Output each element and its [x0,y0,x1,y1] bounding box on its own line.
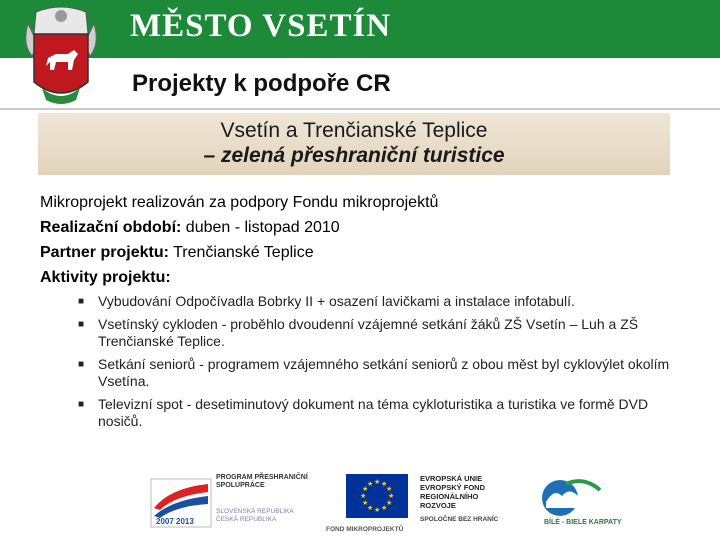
city-crest-icon [22,4,100,112]
svg-text:★: ★ [388,492,395,500]
period-line [40,215,680,240]
bullet-square-icon: ■ [78,319,85,330]
project-details [40,190,680,290]
program-countries: SLOVENSKÁ REPUBLIKA ČESKÁ REPUBLIKA [216,508,294,523]
svg-text:★: ★ [374,506,381,514]
svg-text:★: ★ [360,492,367,500]
eu-flag-icon [346,474,408,518]
svg-text:★: ★ [367,504,374,512]
list-item: ■ Vsetínský cykloden - proběhlo dvoudenní vzájemné setkání žáků ZŠ Vsetín – Luh a ZŠ Trenčianské Teplice. [78,316,639,349]
partner-line [40,240,680,265]
bullet-square-icon: ■ [78,399,85,410]
banner-line-2: – zelená přeshraniční turistice [203,144,505,167]
svg-text:★: ★ [381,480,388,488]
banner-line-1: Vsetín a Trenčianské Teplice [220,119,488,142]
list-item: ■ Vybudování Odpočívadla Bobrky II + osazení lavičkami a instalace infotabulí. [78,293,575,309]
svg-text:★: ★ [386,499,393,507]
white-carpathians-logo [540,474,622,530]
cross-border-program-logo [150,472,310,526]
eu-motto: SPOLOČNE BEZ HRANÍC [420,516,499,523]
period-value: duben - listopad 2010 [181,219,340,236]
activities-heading: Aktivity projektu: [40,269,171,286]
carpathians-text: BÍLÉ - BIELE KARPATY [544,519,622,526]
sponsor-logos [0,466,720,540]
list-item: ■ Setkání seniorů - programem vzájemného setkání seniorů z obou měst byl cyklovýlet okolím Vsetína. [78,356,670,389]
program-text: PROGRAM PŘESHRANIČNÍ SPOLUPRÁCE [216,474,308,489]
program-emblem-icon [150,478,212,528]
bullet-square-icon: ■ [78,359,85,370]
funding-line: Mikroprojekt realizován za podpory Fondu mikroprojektů [40,194,439,211]
list-item: ■ Televizní spot - desetiminutový dokument na téma cykloturistika a turistika ve formě DVD nosičů. [78,396,649,429]
fund-caption: FOND MIKROPROJEKTŮ [326,526,404,533]
svg-text:★: ★ [381,504,388,512]
period-label: Realizační období: [40,219,182,236]
partner-value: Trenčianské Teplice [168,244,314,261]
divider [0,108,720,110]
partner-label: Partner projektu: [40,244,169,261]
svg-text:★: ★ [362,499,369,507]
svg-text:★: ★ [362,485,369,493]
svg-text:★: ★ [386,485,393,493]
page-subtitle: Projekty k podpoře CR [132,70,391,97]
project-banner [38,113,670,175]
bullet-square-icon: ■ [78,296,85,307]
program-years: 2007 2013 [156,517,194,526]
eu-fund-logo [326,472,506,534]
svg-text:★: ★ [367,480,374,488]
svg-text:★: ★ [374,478,381,486]
city-title: MĚSTO VSETÍN [130,8,392,44]
eu-text: EVROPSKÁ UNIE EVROPSKÝ FOND REGIONÁLNÍHO ROZVOJE [420,474,486,510]
activities-list [74,293,674,436]
